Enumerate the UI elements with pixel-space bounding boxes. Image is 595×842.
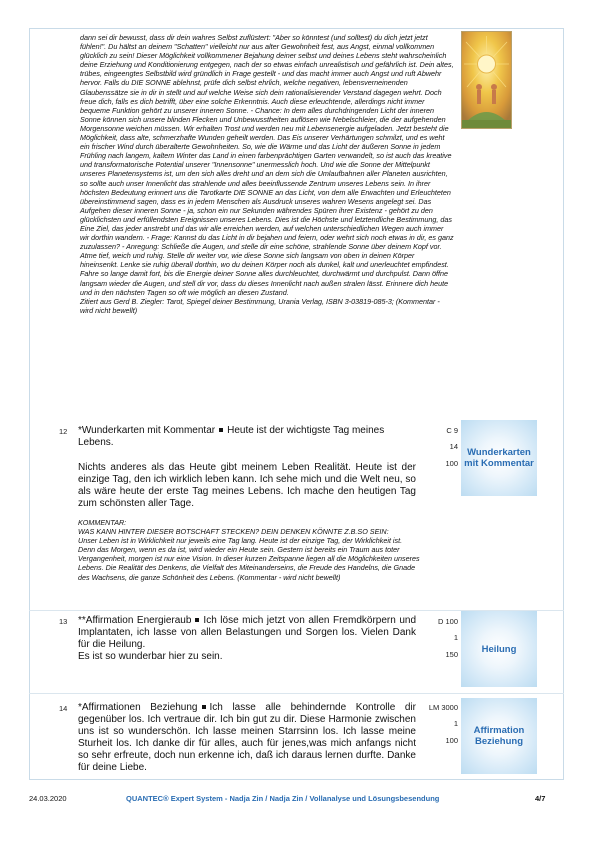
entry-12-comment xyxy=(78,518,420,582)
entry-body-12 xyxy=(78,462,416,510)
comment-question: WAS KANN HINTER DIESER BOTSCHAFT STECKEN? DEIN DENKEN KÖNNTE Z.B.SO SEIN: xyxy=(78,527,389,537)
tarot-citation: Zitiert aus Gerd B. Ziegler: Tarot, Spiegel deiner Bestimmung, Urania Verlag, ISBN 3-03819-085-3; (Kommentar - wird nicht bewellt) xyxy=(80,296,440,315)
entry-body-14 xyxy=(78,702,416,775)
entry-index-12: 12 xyxy=(59,427,68,436)
entry-index-14: 14 xyxy=(59,704,68,713)
tarot-description xyxy=(80,33,454,315)
card-wunderkarten xyxy=(461,420,537,496)
entry-index-13: 13 xyxy=(59,617,68,626)
entry-12-title-a: *Wunderkarten mit Kommentar xyxy=(78,425,216,436)
card-heilung xyxy=(461,611,537,687)
entry-12-title-b: Heute ist der wichtigste Tag meines Lebens. xyxy=(78,425,385,448)
bullet-icon xyxy=(202,705,206,709)
entry-13-n1: 1 xyxy=(453,633,458,642)
entry-12-n1: 14 xyxy=(449,442,458,451)
entry-14-n1: 1 xyxy=(453,719,458,728)
footer-date: 24.03.2020 xyxy=(29,794,67,803)
sun-card-illustration xyxy=(462,32,511,128)
entry-13-n2: 150 xyxy=(445,650,458,659)
comment-label: KOMMENTAR: xyxy=(78,518,127,527)
entry-14-body: Ich lasse alle behindernde Kontrolle dir gegenüber los. Ich vertraue dir. Ich bin gut zu dir. Diese Harmonie zwischen uns ist so wunderschön. Ich lasse meinen Starrsinn los. Ich lasse meine Sturheit los. Ich danke dir für alles, auch für jenes,was mich anfangs nicht so sehr erfreute, doch nun erkenne ich, daß ich daraus lernen durfte. Danke für deine Liebe. xyxy=(78,702,416,774)
entry-13-code: D 100 xyxy=(437,617,458,626)
entry-13-title: **Affirmation Energieraub xyxy=(78,615,192,626)
entry-13-text xyxy=(78,615,416,651)
entry-body-13 xyxy=(78,615,416,663)
card-label-13: Heilung xyxy=(481,643,517,655)
tarot-text: dann sei dir bewusst, dass dir dein wahres Selbst zuflüstert: "Aber so könntest (und solltest) du dich jetzt jetzt fühlen!". Du hältst an deinem "Schatten" vielleicht nur aus alter Gewohnheit fest, aus Angst, einmal vollkommen glücklich zu sein! Dieser Möglichkeit vollkommener Bejahung deiner selbst und deines Lebens steht wahrscheinlich deine Erziehung und Konditionierung entgegen, nach der so etwas einfach unrealistisch und gefährlich ist. Dein altes, trübes, eingeengtes Selbstbild wird gründlich in Frage gestellt - und das macht immer auch Angst und ruft Abwehr hervor. Falls du DIE SONNE ablehnst, prüfe dich selbst ehrlich, welche negativen, lebensverneinenden Glaubenssätze sie in dir in stellt und auf welche Weise sich dein rationalisierender Verstand dagegen wehrt. Doch freue dich, falls es dich betrifft, über eine solche Erkenntnis. Auch diese erleuchtende, allerdings nicht immer bequeme Funktion gehört zu unserer inneren Sonne. - Chance: In dem alles durchdringenden Licht der inneren Sonne können sich unsere blinden Flecken und Unbewusstheiten auflösen wie Nebelschleier, die der aufgehenden Morgensonne weichen müssen. Wir erhalten Trost und werden neu mit Lebensenergie aufgeladen. Jetzt besteht die Möglichkeit, dass alte, schmerzhafte Wunden geheilt werden. Das Eis unserer Verhärtungen schmilzt, und es weht ein frischer Wind durch überalterte Gewohnheiten. So, wie die Wärme und das Licht der äußeren Sonne in jedem Frühling nach langem, kaltem Winter das Land in einen farbenprächtigen Garten verwandelt, so ist auch das kreative und transformatorische Potential unserer "Innensonne" unermesslich hoch. Und wie die Sonne der Mittelpunkt unseres Planetensystems ist, um den sich alles dreht und an dem sich die Umlaufbahnen aller Planeten ausrichten, so sollte auch unser Innenlicht das strahlende und alles beeinflussende Zentrum unseres Lebens sein. In ihrer höchsten Bedeutung erinnert uns die Tarotkarte DIE SONNE an das Licht, von dem alle Erwachten und Erleuchteten übereinstimmend sagen, dass es in jedem Menschen als Ausdruck unseres wahren Wesens angelegt sei. Das Aufgehen dieser inneren Sonne - ja, schon ein nur Sekunden währendes Spüren ihrer Existenz - gehört zu den glücklichsten und erfüllendsten Ereignissen unseres Lebens. Dies ist die Höchste und letztendliche Bestimmung, das Eine Ziel, das jeder anstrebt und das wir alle erreichen werden, auf welchen unterschiedlichen Wegen auch immer wir dorthin wandern. - Frage: Kannst du das Licht in dir bejahen und feiern, oder wehrt sich noch etwas in dir, es ganz zuzulassen? - Anregung: Schließe die Augen, und stelle dir eine schöne, strahlende Sonne über deinem Kopf vor. Atme tief, weich und ruhig. Stelle dir weiter vor, wie diese Sonne sich langsam von oben in deinen Körper hineinsenkt. Lenke sie ruhig überall dorthin, wo du deinen Körper noch als dunkel, kalt und unerleuchtet empfindest. Fahre so lange damit fort, bis die Energie deiner Sonne alles durchleuchtet, durchwärmt und durchpulst. Dann öffne langsam wieder die Augen, und stell dir vor, dass du dieses Innenlicht nach außen stralen lässt. Erinnere dich heute und in den nächsten Tagen so oft wie möglich an diesen Zustand. xyxy=(80,33,454,297)
entry-12-body: Nichts anderes als das Heute gibt meinem Leben Realität. Heute ist der einzige Tag, den ich wirklich leben kann. Ich sehe mich und die Welt neu, so als wäre heute der erste Tag meines Lebens. Ich mache den heutigen Tag zum schönsten aller Tage. xyxy=(78,462,416,510)
entry-14-code: LM 3000 xyxy=(428,703,458,712)
entry-14-title: *Affirmationen Beziehung xyxy=(78,702,198,713)
footer-title: QUANTEC® Expert System - Nadja Zin / Nadja Zin / Vollanalyse und Lösungsbesendung xyxy=(126,794,440,803)
entry-title-12 xyxy=(78,425,418,449)
card-label-14: Affirmation Beziehung xyxy=(473,725,525,747)
bullet-icon xyxy=(219,428,223,432)
entry-13-body: Ich löse mich jetzt von allen Fremdkörpern und Implantaten, ich lasse von allen Belastungen und Sorgen los. Vielen Dank für die Heilung. xyxy=(78,615,417,651)
tarot-card-image xyxy=(461,31,512,129)
entry-13-body2: Es ist so wunderbar hier zu sein. xyxy=(78,651,223,663)
card-beziehung xyxy=(461,698,537,774)
bullet-icon xyxy=(195,618,199,622)
card-label-12: Wunderkarten mit Kommentar xyxy=(464,447,534,469)
entry-14-n2: 100 xyxy=(445,736,458,745)
comment-text: Unser Leben ist in Wirklichkeit nur jeweils eine Tag lang. Heute ist der einzige Tag, der Wirklichkeit ist. Denn das Morgen, wenn es da ist, wird wieder ein Heute sein. Gestern ist bereits ein Traum aus toter Vergangenheit, morgen ist nur eine Vision. In dieser kurzen Zeitspanne liegen all die Möglichkeiten unseres Lebens. Die Realität des Denkens, die Vielfalt des Miteinanderseins, die Freude des Handelns, die Gnade des Wachsens, die ganze Schönheit des Lebens. (Kommentar - wird nicht bewellt) xyxy=(78,536,420,582)
entry-12-code: C 9 xyxy=(446,426,458,435)
separator xyxy=(29,693,564,694)
entry-12-n2: 100 xyxy=(445,459,458,468)
footer-page-number: 4/7 xyxy=(535,794,546,803)
entry-14-text xyxy=(78,702,416,775)
